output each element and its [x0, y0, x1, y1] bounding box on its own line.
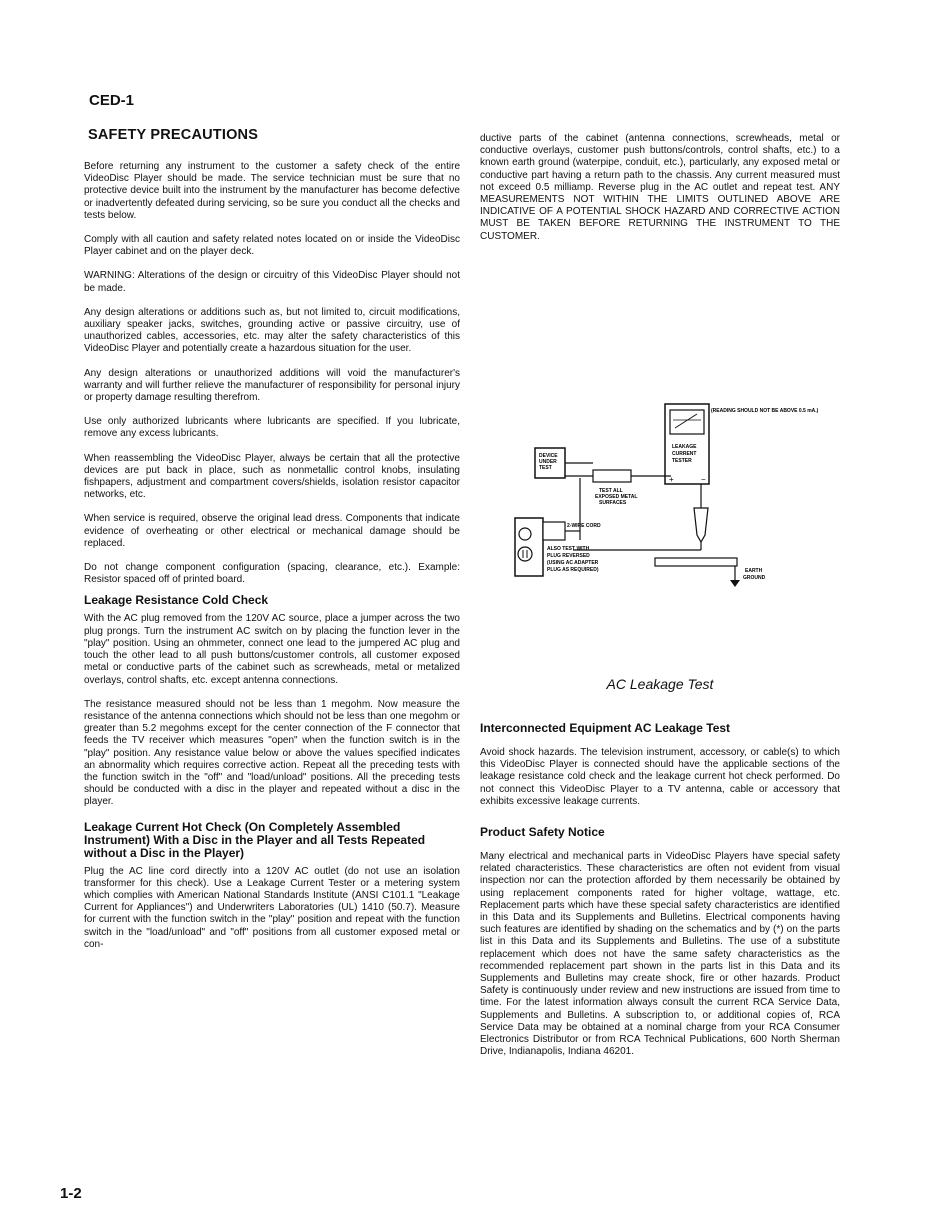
- earth-label: GROUND: [743, 575, 766, 581]
- page-number: 1-2: [60, 1185, 82, 1202]
- heading-product-safety: Product Safety Notice: [480, 825, 605, 840]
- heading-cold-check: Leakage Resistance Cold Check: [84, 593, 269, 608]
- device-label: UNDER: [539, 459, 557, 465]
- probe-box: [593, 470, 631, 482]
- ac-leakage-test-diagram: [505, 400, 819, 600]
- device-label: TEST: [539, 465, 552, 471]
- left-column: [84, 127, 460, 963]
- test-all-label: TEST ALL: [599, 488, 623, 494]
- tester-label: LEAKAGE: [672, 444, 697, 450]
- reverse-note: PLUG AS REQUIRED): [547, 567, 599, 573]
- earth-ground-icon: [730, 580, 740, 587]
- probe-icon: [694, 508, 708, 542]
- paragraph: Use only authorized lubricants where lubricants are specified. If you lubricate, remove any excess lubricants.: [84, 416, 460, 440]
- paragraph: When reassembling the VideoDisc Player, always be certain that all the protective devices are put back in place, such as nonmetallic control knobs, insulating fishpapers, adjustment and compartment covers/shields, isolation resistor capacitor networks, etc.: [84, 452, 460, 501]
- reverse-note: ALSO TEST WITH: [547, 546, 590, 552]
- ground-bar: [655, 558, 737, 566]
- paragraph: Any design alterations or unauthorized additions will void the manufacturer's warranty and will further relieve the manufacturer of responsibility for personal injury or property damage resulting therefrom.: [84, 367, 460, 404]
- paragraph: Many electrical and mechanical parts in VideoDisc Players have special safety related characteristics. These characteristics are often not evident from visual inspection nor can the protection afforded by them necessarily be obtained by using replacement components rated for higher voltage, wattage, etc. Replacement parts which have these special safety characteristics are identified in this Data and its Supplements and Bulletins. Electrical components having such features are identified by shading on the schematics and by (*) on the parts list in this Data and its Supplements and Bulletins. The use of a substitute replacement which does not have the same safety characteristics as the recommended replacement part shown in the parts list in this Data and its Supplements and Bulletins may create shock, fire or other hazards. Product Safety is continuously under review and new instructions are issued from time to time. For the latest information always consult the current RCA Service Data, Supplements and Bulletins. A subscription to, or additional copies of, RCA Service Data may be obtained at a nominal charge from your RCA Consumer Electronics Distributor or from RCA Technical Publications, 600 North Sherman Drive, Indianapolis, Indiana 46201.: [480, 851, 840, 1058]
- section-title: SAFETY PRECAUTIONS: [88, 127, 259, 143]
- paragraph: Plug the AC line cord directly into a 120V AC outlet (do not use an isolation transformer for this check). Use a Leakage Current Tester or a metering system which complies with American National Standards Institute (ANSI C101.1 "Leakage Current for Appliances") and Underwriters Laboratories (UL) 1410 (50.7). Measure for current with the function switch in the "play" position and repeat with the function switch in the "load/unload" and "off" positions from all customer exposed metal or con-: [84, 865, 460, 950]
- test-all-label: SURFACES: [599, 500, 627, 506]
- reverse-note: (USING AC ADAPTER: [547, 560, 599, 566]
- right-column-bottom: [480, 722, 840, 1070]
- tester-label: TESTER: [672, 458, 692, 464]
- paragraph: Before returning any instrument to the customer a safety check of the entire VideoDisc Player should be made. The service technician must be sure that no protective device built into the instrument by the manufacturer has become defective or inadvertently defeated during servicing, so be sure you conduct all the checks and tests below.: [84, 161, 460, 221]
- heading-hot-check: Leakage Current Hot Check (On Completely Assembled Instrument) With a Disc in the Player and all Tests Repeated without a Disc in the Player): [84, 819, 426, 860]
- cord-label: 2-WIRE CORD: [567, 523, 601, 529]
- paragraph: When service is required, observe the original lead dress. Components that indicate evidence of overheating or other electrical or mechanical damage should be replaced.: [84, 513, 460, 549]
- paragraph: With the AC plug removed from the 120V AC source, place a jumper across the two plug prongs. Turn the instrument AC switch on by placing the function lever in the "play" position. Using an ohmmeter, connect one lead to the jumpered AC plug and touch the other lead to all push buttons/customer controls, all customer exposed metal or conductive parts of the cabinet such as screwheads, metal or metalized overlays, control shafts, etc. except antenna connections.: [84, 613, 460, 686]
- outlet-socket-icon: [518, 547, 532, 561]
- plus-terminal: +: [669, 475, 674, 484]
- paragraph: ductive parts of the cabinet (antenna connections, screwheads, metal or conductive overlays, customer push buttons/controls, control shafts, etc.) to a known earth ground (waterpipe, conduit, etc.), particularly, any exposed metal or conductive part having a return path to the chassis. Any current measured must not exceed 0.5 milliamp. Reverse plug in the AC outlet and repeat test. ANY MEASUREMENTS NOT WITHIN THE LIMITS OUTLINED ABOVE ARE INDICATIVE OF A POTENTIAL SHOCK HAZARD AND CORRECTIVE ACTION MUST BE TAKEN BEFORE RETURNING THE INSTRUMENT TO THE CUSTOMER.: [480, 133, 840, 242]
- paragraph: Avoid shock hazards. The television instrument, accessory, or cable(s) to which this VideoDisc Player is connected should have the applicable sections of the leakage resistance cold check and the leakage current hot check performed. Do not connect this VideoDisc Player to a TV antenna, cable or accessory that exhibits excessive leakage currents.: [480, 747, 840, 807]
- right-column-top: [480, 133, 840, 255]
- paragraph: Do not change component configuration (spacing, clearance, etc.). Example: Resistor spaced off of printed board.: [84, 562, 460, 586]
- figure-caption: AC Leakage Test: [606, 676, 714, 692]
- tester-label: CURRENT: [672, 451, 697, 457]
- heading-interconnected: Interconnected Equipment AC Leakage Test: [480, 721, 731, 735]
- document-code: CED-1: [89, 92, 135, 109]
- earth-label: EARTH: [745, 568, 763, 574]
- paragraph: The resistance measured should not be less than 1 megohm. Now measure the resistance of the antenna connections which should not be less than one megohm or greater than 5.2 megohms except for the center connection of the F connector that feeds the TV receiver which measures "open" when the function switch is in the "play" position. Any resistance value below or above the values specified indicates an abnormality which requires corrective action. Repeat all the preceding tests with the function switch in the "off" and "load/unload" positions. All the preceding tests should be conducted with a disc in the player and repeated without a disc in the player.: [84, 698, 460, 808]
- reading-note: (READING SHOULD NOT BE ABOVE 0.5 mA.): [711, 408, 819, 414]
- paragraph: Any design alterations or additions such as, but not limited to, circuit modifications, auxiliary speaker jacks, switches, grounding active or passive circuitry, use of unauthorized cables, accessories, etc. may alter the safety characteristics of this VideoDisc Player and potentially create a hazardous situation for the user.: [84, 306, 460, 355]
- ac-outlet: [515, 518, 543, 576]
- minus-terminal: −: [701, 475, 706, 484]
- meter-face: [670, 410, 704, 434]
- reverse-note: PLUG REVERSED: [547, 553, 590, 559]
- warning-paragraph: WARNING: Alterations of the design or circuitry of this VideoDisc Player should not be made.: [84, 270, 460, 294]
- plug-icon: [543, 522, 565, 540]
- test-all-label: EXPOSED METAL: [595, 494, 638, 500]
- paragraph: Comply with all caution and safety related notes located on or inside the VideoDisc Player cabinet and on the player deck.: [84, 234, 460, 258]
- device-label: DEVICE: [539, 453, 558, 459]
